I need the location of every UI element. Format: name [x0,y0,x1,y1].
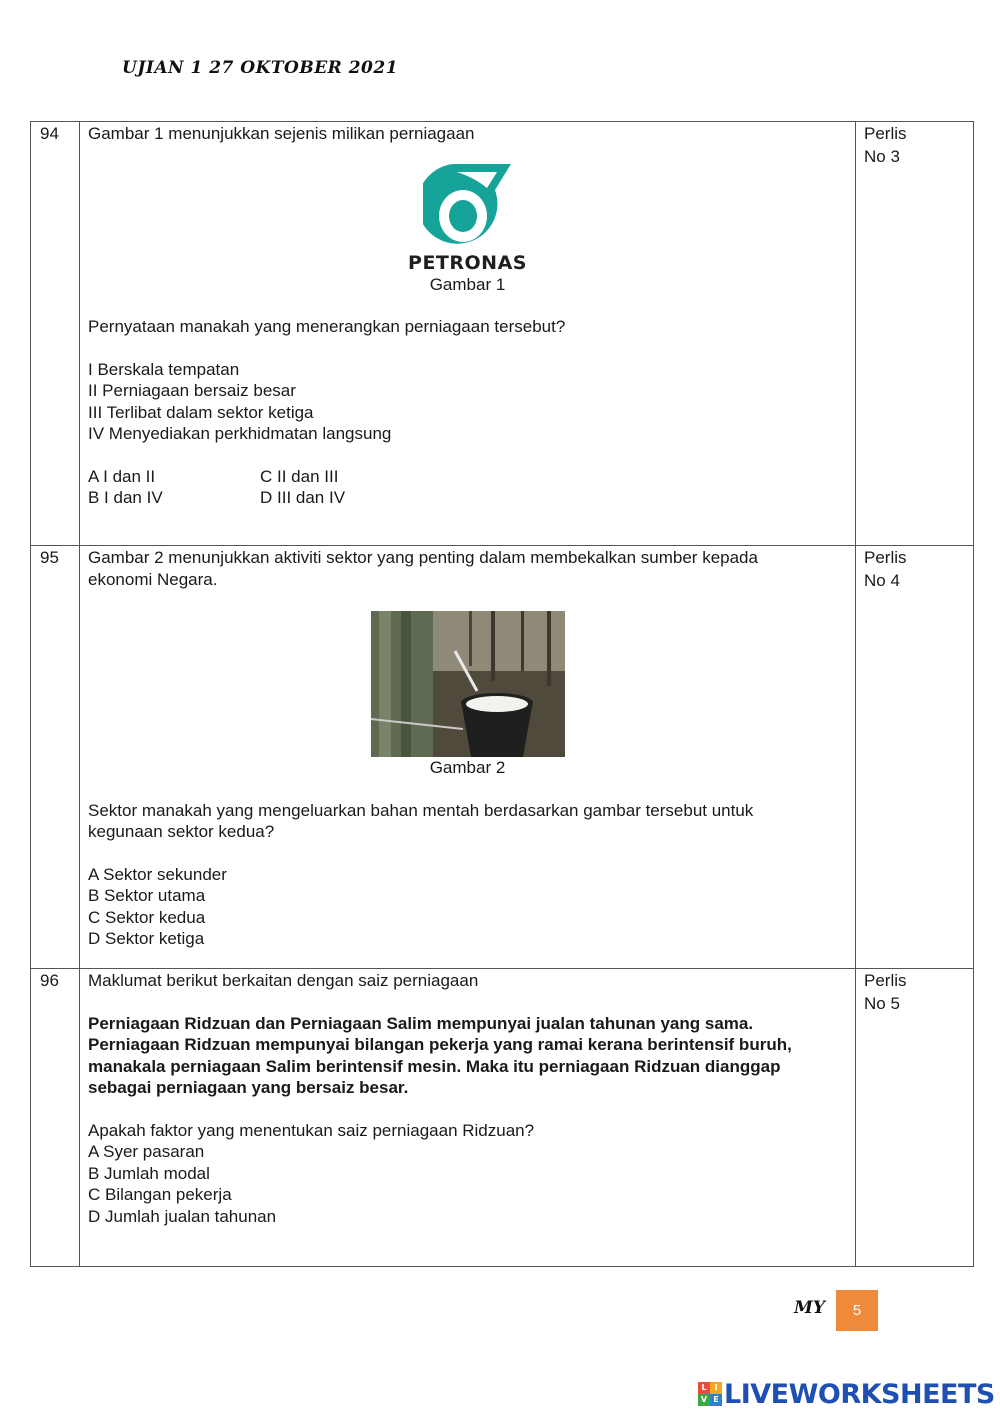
question-number: 95 [40,548,59,567]
page-number-badge: 5 [836,1290,878,1331]
answer-option[interactable]: A Syer pasaran [88,1142,205,1161]
question-text-line: kegunaan sektor kedua? [88,822,275,841]
source-cell [856,546,974,969]
petronas-logo-text: PETRONAS [408,251,527,274]
question-number-cell [31,122,80,546]
statement-item: III Terlibat dalam sektor ketiga [88,402,314,422]
source-cell [856,122,974,546]
answer-option[interactable]: A I dan II [88,466,156,486]
answer-option[interactable]: D Jumlah jualan tahunan [88,1206,277,1226]
info-paragraph-line: sebagai perniagaan yang bersaiz besar. [88,1078,409,1097]
question-text: Apakah faktor yang menentukan saiz perniagaan Ridzuan? [88,1120,535,1140]
question-body-cell [80,969,856,1267]
question-body-cell [80,546,856,969]
country-code-label: MY [794,1298,825,1318]
question-number-cell [31,546,80,969]
liveworksheets-icon: L I V E [698,1382,722,1406]
info-paragraph-line: manakala perniagaan Salim berintensif mesin. Maka itu perniagaan Ridzuan dianggap [88,1056,781,1076]
question-intro-line: Gambar 2 menunjukkan aktiviti sektor yang penting dalam membekalkan sumber kepada [88,548,758,567]
source-state: Perlis [864,971,907,990]
answer-option[interactable]: B I dan IV [88,488,163,507]
answer-option[interactable]: A Sektor sekunder [88,864,227,884]
question-row [31,969,974,1267]
question-number-cell [31,969,80,1267]
answer-option[interactable]: D III dan IV [260,488,346,507]
source-state: Perlis [864,548,907,567]
question-intro: Gambar 1 menunjukkan sejenis milikan perniagaan [88,124,475,143]
figure-caption: Gambar 2 [429,758,506,777]
liveworksheets-brand-text: LIVEWORKSHEETS [724,1378,995,1410]
question-text: Pernyataan manakah yang menerangkan perniagaan tersebut? [88,317,566,336]
info-paragraph-line: Perniagaan Ridzuan mempunyai bilangan pekerja yang ramai kerana berintensif buruh, [88,1035,792,1054]
statement-item: I Berskala tempatan [88,359,240,379]
questions-table [30,121,974,1267]
page-header-title: UJIAN 1 27 OKTOBER 2021 [122,58,399,78]
question-row [31,122,974,546]
answer-option[interactable]: C II dan III [260,466,339,486]
answer-options-row [88,487,847,509]
question-intro: Maklumat berikut berkaitan dengan saiz perniagaan [88,971,479,990]
question-body-cell [80,122,856,546]
source-state: Perlis [864,124,907,143]
source-cell [856,969,974,1267]
question-number: 96 [40,971,59,990]
petronas-emblem-icon [423,162,513,250]
question-intro-line: ekonomi Negara. [88,569,218,589]
figure-caption: Gambar 1 [429,274,506,294]
answer-option[interactable]: D Sektor ketiga [88,929,205,948]
statement-item: IV Menyediakan perkhidmatan langsung [88,424,392,443]
answer-option[interactable]: B Jumlah modal [88,1163,210,1183]
answer-option[interactable]: C Sektor kedua [88,907,206,927]
answer-option[interactable]: B Sektor utama [88,886,206,905]
answer-options-row [88,466,847,488]
statement-item: II Perniagaan bersaiz besar [88,381,296,400]
source-number: No 3 [864,146,900,166]
question-number: 94 [40,124,59,143]
rubber-tapping-photo [371,611,565,757]
petronas-logo [88,162,847,274]
answer-option[interactable]: C Bilangan pekerja [88,1185,232,1204]
question-row [31,546,974,969]
liveworksheets-brand[interactable] [698,1378,995,1410]
source-number: No 4 [864,570,900,590]
info-paragraph-line: Perniagaan Ridzuan dan Perniagaan Salim mempunyai jualan tahunan yang sama. [88,1013,754,1033]
question-text-line: Sektor manakah yang mengeluarkan bahan mentah berdasarkan gambar tersebut untuk [88,800,754,820]
source-number: No 5 [864,993,900,1013]
